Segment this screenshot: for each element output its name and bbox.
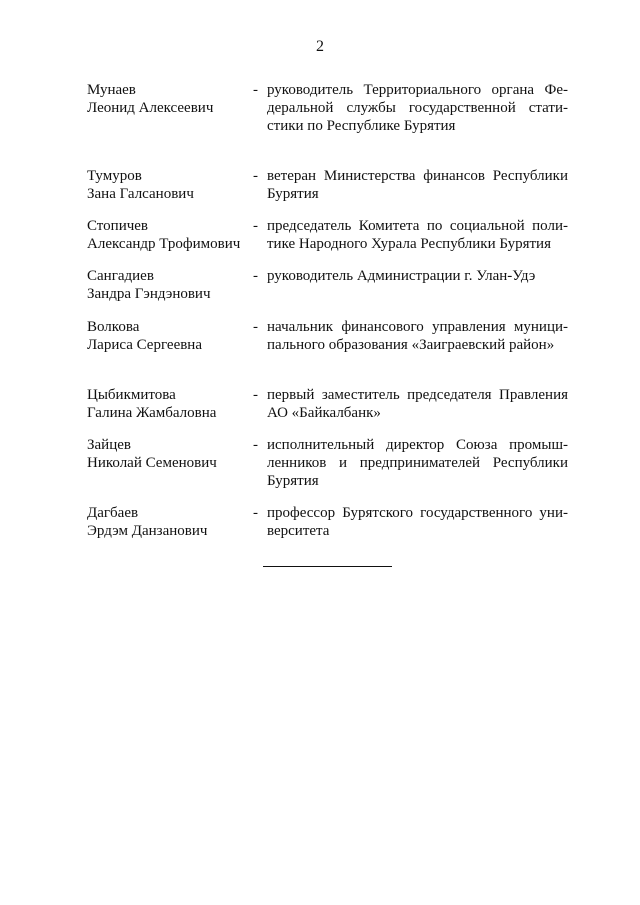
member-dash: - (253, 437, 258, 453)
member-given-name: Галина Жамбаловна (87, 405, 217, 421)
member-role: первый заместитель председателя Правления АО «Байкалбанк» (267, 387, 568, 421)
member-surname: Сангадиев (87, 268, 154, 284)
member-list (87, 81, 568, 540)
member-role: руководитель Территориального органа Федеральной службы государственной статистики по Республике Бурятия (267, 82, 568, 134)
member-entry (87, 167, 568, 203)
member-dash: - (253, 218, 258, 234)
member-role: исполнительный директор Союза промышленников и предпринимателей Республики Бурятия (267, 437, 568, 489)
member-surname: Стопичев (87, 218, 149, 234)
member-given-name: Леонид Алексеевич (87, 100, 214, 116)
member-entry (87, 436, 568, 490)
member-dash: - (253, 505, 258, 521)
member-given-name: Эрдэм Данзанович (87, 523, 208, 539)
member-role: профессор Бурятского государственного университета (267, 505, 568, 539)
member-role: ветеран Министерства финансов Республики Бурятия (267, 168, 568, 202)
member-given-name: Александр Трофимович (87, 236, 241, 252)
member-given-name: Зандра Гэндэнович (87, 286, 211, 302)
member-entry (87, 267, 568, 303)
member-name (87, 81, 252, 117)
member-dash: - (253, 268, 258, 284)
member-dash: - (253, 168, 258, 184)
member-surname: Мунаев (87, 82, 136, 98)
member-surname: Зайцев (87, 437, 131, 453)
member-entry (87, 386, 568, 422)
member-name (87, 386, 252, 422)
member-surname: Тумуров (87, 168, 142, 184)
member-dash: - (253, 82, 258, 98)
member-name (87, 217, 252, 253)
page-number: 2 (316, 38, 324, 55)
member-given-name: Николай Семенович (87, 455, 217, 471)
member-given-name: Зана Галсанович (87, 186, 194, 202)
member-name (87, 504, 252, 540)
member-entry (87, 504, 568, 540)
member-entry (87, 81, 568, 135)
member-dash: - (253, 319, 258, 335)
member-name (87, 436, 252, 472)
member-role: руководитель Администрации г. Улан-Удэ (267, 268, 536, 284)
member-role: председатель Комитета по социальной политике Народного Хурала Республики Бурятия (267, 218, 568, 252)
member-name (87, 318, 252, 354)
member-surname: Волкова (87, 319, 140, 335)
member-name (87, 167, 252, 203)
member-role: начальник финансового управления муниципального образования «Заиграевский район» (267, 319, 568, 353)
member-surname: Цыбикмитова (87, 387, 176, 403)
member-name (87, 267, 252, 303)
member-entry (87, 318, 568, 354)
member-surname: Дагбаев (87, 505, 139, 521)
member-entry (87, 217, 568, 253)
member-given-name: Лариса Сергеевна (87, 337, 202, 353)
closing-separator-line (263, 566, 392, 567)
member-dash: - (253, 387, 258, 403)
